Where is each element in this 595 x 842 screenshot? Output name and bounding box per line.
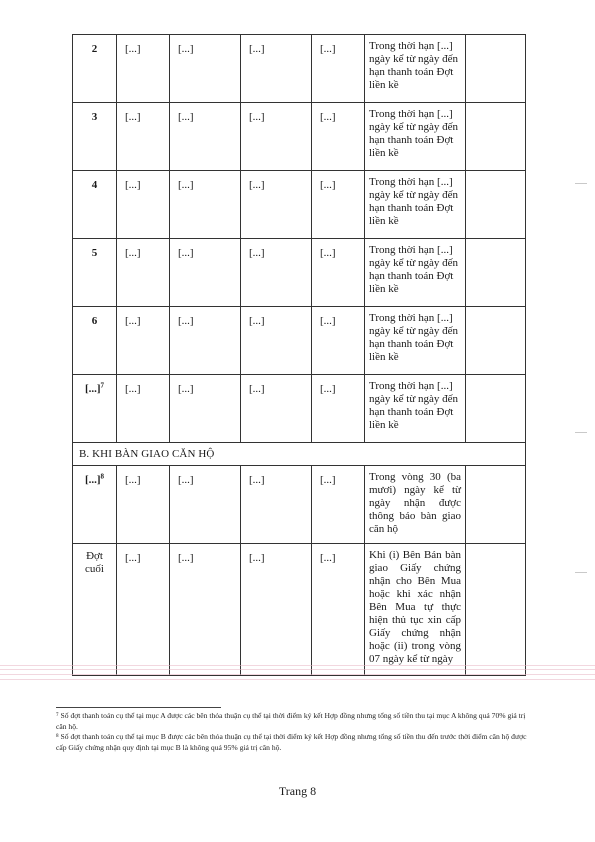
table-cell [170, 103, 241, 171]
table-cell [312, 466, 365, 544]
placeholder-text: [...] [125, 43, 141, 55]
scan-edge-mark [575, 572, 587, 573]
table-cell [312, 544, 365, 676]
table-cell-empty [466, 375, 526, 443]
placeholder-text: [...] [320, 111, 336, 123]
installment-number-cell [73, 307, 117, 375]
footnote-8: ⁸ Số đợt thanh toán cụ thể tại mục B được các bên thỏa thuận cụ thể tại thời điểm ký kết Hợp đồng nhưng tổng số tiền thu đến trước thời điểm căn hộ được cấp Giấy chứng nhận quy định tại mục B là không quá 95% giá trị căn hộ. [56, 732, 527, 752]
placeholder-text: [...] [125, 247, 141, 259]
installment-number-cell [73, 466, 117, 544]
installment-number: [...] [84, 383, 101, 395]
payment-term-cell [365, 239, 466, 307]
table-row [73, 375, 526, 443]
placeholder-text: [...] [249, 247, 265, 259]
table-cell [241, 35, 312, 103]
table-cell-empty [466, 239, 526, 307]
payment-term-text: Khi (i) Bên Bán bàn giao Giấy chứng nhận cho Bên Mua hoặc khi xác nhận Bên Mua tự thực hiện thủ tục xin cấp Giấy chứng nhận hoặc (ii) trong vòng 07 ngày kể từ ngày [369, 549, 461, 665]
scan-artifact-line [0, 665, 595, 666]
placeholder-text: [...] [178, 179, 194, 191]
payment-term-cell [365, 544, 466, 676]
installment-number: 4 [91, 179, 98, 191]
placeholder-text: [...] [249, 552, 265, 564]
placeholder-text: [...] [249, 43, 265, 55]
payment-schedule-table [72, 34, 526, 676]
installment-number-cell [73, 171, 117, 239]
table-cell-empty [466, 544, 526, 676]
placeholder-text: [...] [125, 552, 141, 564]
placeholder-text: [...] [178, 474, 194, 486]
placeholder-text: [...] [320, 552, 336, 564]
table-cell [312, 35, 365, 103]
table-row [73, 171, 526, 239]
table-cell [117, 375, 170, 443]
table-cell [117, 239, 170, 307]
table-cell [117, 103, 170, 171]
installment-number-cell [73, 35, 117, 103]
placeholder-text: [...] [320, 43, 336, 55]
scan-edge-mark [575, 183, 587, 184]
scan-artifact-line [0, 674, 595, 675]
table-cell-empty [466, 171, 526, 239]
table-cell-empty [466, 35, 526, 103]
placeholder-text: [...] [178, 111, 194, 123]
placeholder-text: [...] [125, 179, 141, 191]
installment-number: 2 [91, 43, 98, 55]
payment-term-text: Trong thời hạn [...] ngày kể từ ngày đến hạn thanh toán Đợt liền kề [369, 312, 459, 363]
placeholder-text: [...] [125, 474, 141, 486]
table-cell [241, 375, 312, 443]
section-b-title: B. KHI BÀN GIAO CĂN HỘ [79, 448, 215, 460]
placeholder-text: [...] [249, 111, 265, 123]
installment-number: 3 [91, 111, 98, 123]
installment-number: 5 [91, 247, 98, 259]
payment-term-cell [365, 171, 466, 239]
table-cell [170, 307, 241, 375]
placeholder-text: [...] [178, 552, 194, 564]
installment-number-cell [73, 375, 117, 443]
table-row [73, 466, 526, 544]
placeholder-text: [...] [320, 474, 336, 486]
placeholder-text: [...] [125, 111, 141, 123]
payment-term-text: Trong thời hạn [...] ngày kể từ ngày đến hạn thanh toán Đợt liền kề [369, 380, 459, 431]
payment-term-text: Trong vòng 30 (ba mươi) ngày kể từ ngày nhận được thông báo bàn giao căn hộ [369, 471, 461, 535]
table-cell [241, 544, 312, 676]
table-cell [241, 103, 312, 171]
table-cell-empty [466, 307, 526, 375]
footnote-ref[interactable]: 7 [100, 381, 105, 390]
scan-artifact-line [0, 669, 595, 670]
table-cell [241, 239, 312, 307]
table-cell [312, 103, 365, 171]
table-cell [170, 35, 241, 103]
table-cell [241, 466, 312, 544]
payment-term-cell [365, 103, 466, 171]
table-cell [117, 171, 170, 239]
placeholder-text: [...] [178, 43, 194, 55]
table-cell [312, 171, 365, 239]
payment-term-text: Trong thời hạn [...] ngày kể từ ngày đến hạn thanh toán Đợt liền kề [369, 108, 459, 159]
payment-term-cell [365, 307, 466, 375]
section-header-row [73, 443, 526, 466]
table-cell [117, 307, 170, 375]
placeholder-text: [...] [320, 315, 336, 327]
table-cell [312, 375, 365, 443]
table-cell-empty [466, 466, 526, 544]
table-cell [117, 544, 170, 676]
footnote-ref[interactable]: 8 [100, 472, 105, 481]
table-row [73, 239, 526, 307]
table-cell [312, 239, 365, 307]
table-cell [117, 466, 170, 544]
installment-number: 6 [91, 315, 98, 327]
table-row [73, 103, 526, 171]
placeholder-text: [...] [249, 179, 265, 191]
placeholder-text: [...] [178, 383, 194, 395]
installment-number: [...] [84, 474, 101, 486]
table-cell [170, 171, 241, 239]
payment-term-cell [365, 466, 466, 544]
table-row [73, 544, 526, 676]
placeholder-text: [...] [125, 383, 141, 395]
payment-term-text: Trong thời hạn [...] ngày kể từ ngày đến hạn thanh toán Đợt liền kề [369, 244, 459, 295]
footnote-separator [56, 707, 221, 708]
table-cell [241, 307, 312, 375]
table-cell [170, 466, 241, 544]
placeholder-text: [...] [178, 315, 194, 327]
table-cell-empty [466, 103, 526, 171]
footnote-7: ⁷ Số đợt thanh toán cụ thể tại mục A được các bên thỏa thuận cụ thể tại thời điểm ký kết Hợp đồng nhưng tổng số tiền thu tại mục A không quá 70% giá trị căn hộ. [56, 711, 526, 731]
table-cell [170, 239, 241, 307]
placeholder-text: [...] [320, 247, 336, 259]
footnotes [56, 711, 536, 753]
scan-artifact-line [0, 679, 595, 680]
installment-number-cell [73, 103, 117, 171]
payment-term-cell [365, 375, 466, 443]
installment-number-with-footnote [73, 375, 116, 396]
placeholder-text: [...] [320, 383, 336, 395]
page-number: Trang 8 [278, 784, 317, 798]
table-row [73, 307, 526, 375]
placeholder-text: [...] [178, 247, 194, 259]
scan-edge-mark [575, 432, 587, 433]
section-header-cell [73, 443, 526, 466]
table-cell [117, 35, 170, 103]
placeholder-text: [...] [249, 315, 265, 327]
table-cell [312, 307, 365, 375]
payment-term-text: Trong thời hạn [...] ngày kể từ ngày đến hạn thanh toán Đợt liền kề [369, 40, 459, 91]
placeholder-text: [...] [320, 179, 336, 191]
placeholder-text: [...] [249, 383, 265, 395]
installment-number-with-footnote [73, 466, 116, 487]
installment-number-cell [73, 544, 117, 676]
payment-term-text: Trong thời hạn [...] ngày kể từ ngày đến hạn thanh toán Đợt liền kề [369, 176, 459, 227]
table-cell [170, 544, 241, 676]
table-row [73, 35, 526, 103]
table-cell [241, 171, 312, 239]
placeholder-text: [...] [125, 315, 141, 327]
payment-term-cell [365, 35, 466, 103]
placeholder-text: [...] [249, 474, 265, 486]
table-cell [170, 375, 241, 443]
installment-number-cell [73, 239, 117, 307]
installment-number: Đợt cuối [85, 550, 104, 575]
